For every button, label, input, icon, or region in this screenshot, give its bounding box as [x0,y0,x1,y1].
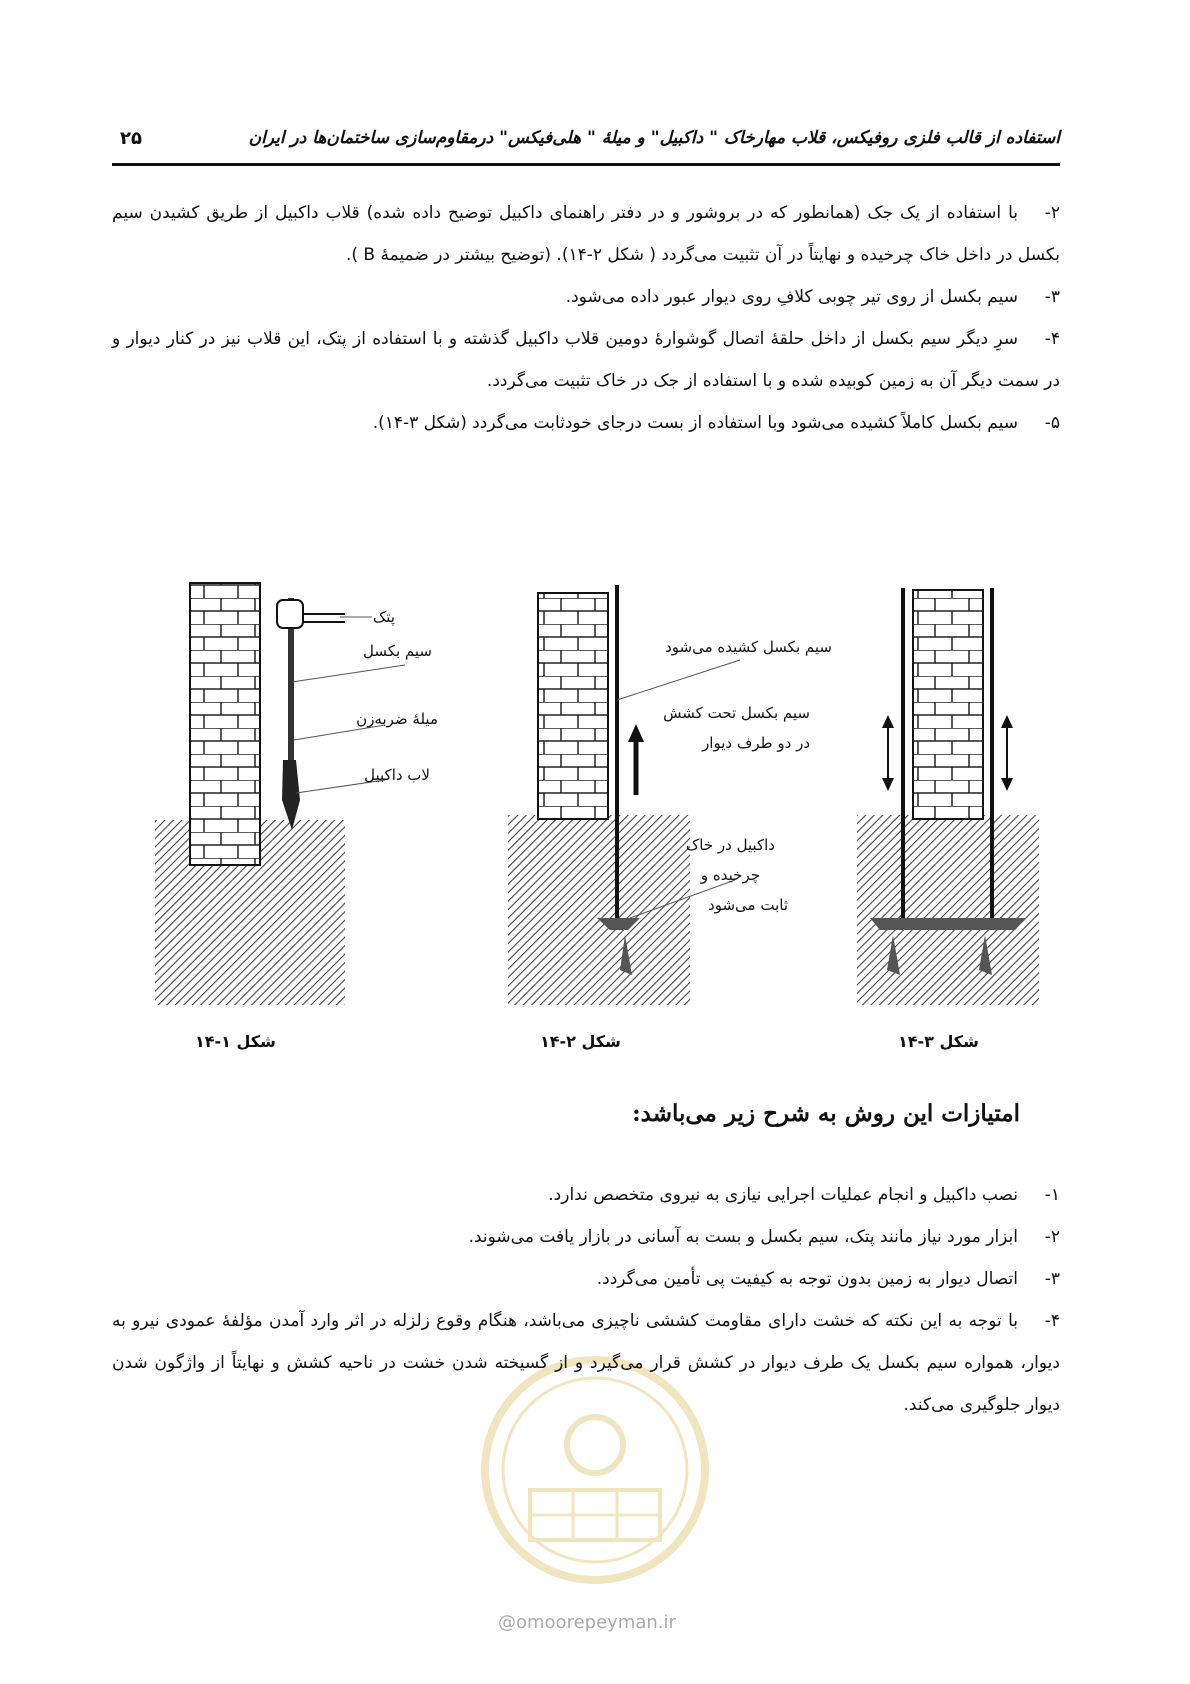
advantages-list [112,1174,1060,1426]
label-hook: لاب داکبیل [364,766,430,784]
figure-1 [155,583,438,1005]
brick-wall [913,590,983,819]
label-anchor-3: ثابت می‌شود [708,896,788,914]
label-cable: سیم بکسل [362,642,432,660]
label-anchor-2: چرخیده و [700,866,760,884]
step-item: ۲-با استفاده از یک جک (همانطور که در بروشور و در دفتر راهنمای داکبیل توضیح داده شده) قلاب داکبیل از طریق کشیدن سیم بکسل در داخل خاک چرخیده و نهایتاً در آن تثبیت می‌گردد ( شکل ۲-۱۴). (توضیح بیشتر در ضمیمهٔ B ). [112,203,1060,265]
label-anchor-1: داکبیل در خاک [685,836,775,854]
figure-2 [508,585,832,1005]
soil-block [508,815,690,1005]
label-rod: میلهٔ ضربه‌زن [356,710,438,728]
label-tension-2: در دو طرف دیوار [702,734,810,752]
advantages-heading: امتیازات این روش به شرح زیر می‌باشد: [632,1100,1020,1127]
label-pulled: سیم بکسل کشیده می‌شود [665,638,832,656]
watermark-text: @omoorepeyman.ir [498,1612,676,1633]
label-tension-1: سیم بکسل تحت کشش [663,704,810,722]
figure-1-caption: شکل ۱-۱۴ [195,1032,276,1051]
figure-3 [857,588,1039,1005]
advantage-item: ۴-با توجه به این نکته که خشت دارای مقاومت کششی ناچیزی می‌باشد، هنگام وقوع زلزله در اثر وارد آمدن مؤلفهٔ عمودی نیرو به دیوار، همواره سیم بکسل یک طرف دیوار در کشش قرار می‌گیرد و از گسیخته شدن خشت در ناحیه کشش و نهایتاً از واژگون شدن دیوار جلوگیری می‌کند. [112,1311,1060,1415]
step-item: ۳-سیم بکسل از روی تیر چوبی کلافِ روی دیوار عبور داده می‌شود. [565,287,1060,307]
duckbill-anchor-icon [870,918,1025,930]
running-title: استفاده از قالب فلزی روفیکس، قلاب مهارخاک " داکبیل" و میلهٔ " هلی‌فیکس" درمقاوم‌سازی ساختمان‌ها در ایران [248,128,1060,148]
page-number: ۲۵ [120,128,142,149]
double-arrow-icon [882,715,894,791]
hammer-icon [277,600,303,628]
soil-block [857,815,1039,1005]
figure-2-caption: شکل ۲-۱۴ [540,1032,621,1051]
step-item: ۵-سیم بکسل کاملاً کشیده می‌شود وبا استفاده از بست درجای خودثابت می‌گردد (شکل ۳-۱۴). [372,413,1060,433]
brick-wall [538,593,608,819]
brick-wall [190,583,260,865]
label-hammer: پتک [372,608,395,626]
duckbill-anchor-icon [282,760,300,830]
advantage-item: ۳-اتصال دیوار به زمین بدون توجه به کیفیت پی تأمین می‌گردد. [596,1269,1060,1289]
advantage-item: ۱-نصب داکبیل و انجام عملیات اجرایی نیازی به نیروی متخصص ندارد. [548,1185,1060,1205]
step-item: ۴-سرِ دیگر سیم بکسل از داخل حلقهٔ اتصال گوشوارهٔ دومین قلاب داکبیل گذشته و با استفاده از پتک، این قلاب نیز در کنار دیوار و در سمت دیگر آن به زمین کوبیده شده و با استفاده از جک در خاک تثبیت می‌گردد. [112,329,1060,391]
advantage-item: ۲-ابزار مورد نیاز مانند پتک، سیم بکسل و بست به آسانی در بازار یافت می‌شوند. [468,1227,1060,1247]
double-arrow-icon [1001,715,1013,791]
arrow-up-icon [628,724,644,742]
figure-3-caption: شکل ۳-۱۴ [898,1032,979,1051]
